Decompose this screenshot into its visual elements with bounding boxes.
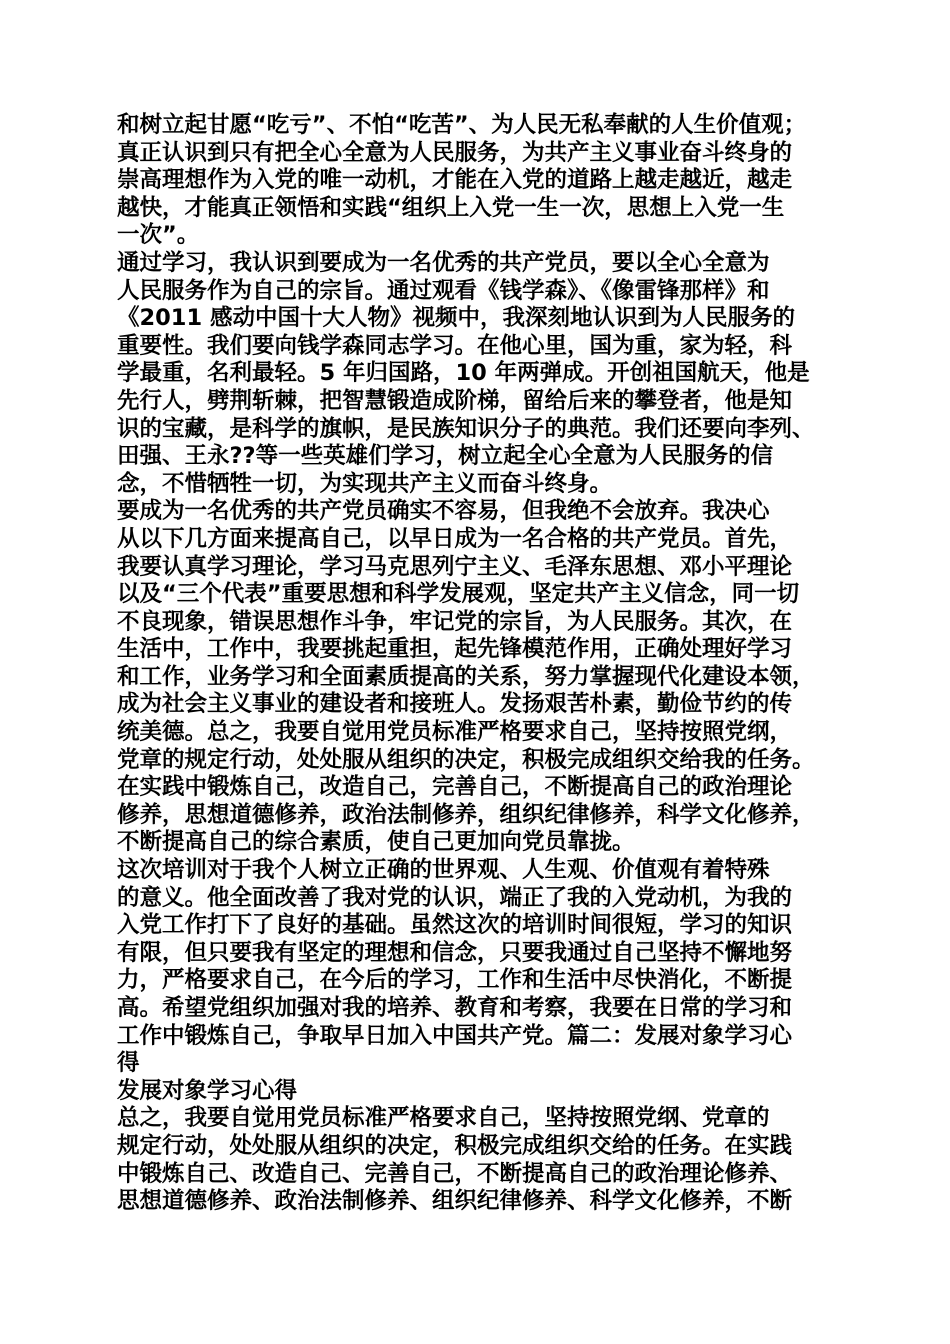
text-line: 思想道德修养、政治法制修养、组织纪律修养、科学文化修养，不断	[117, 1188, 793, 1215]
text-line: 一次”。	[117, 222, 200, 249]
text-line: 不良现象，错误思想作斗争，牢记党的宗旨，为人民服务。其次，在	[117, 608, 793, 635]
text-line: 重要性。我们要向钱学森同志学习。在他心里，国为重，家为轻，科	[117, 332, 793, 359]
text-line: 识的宝藏，是科学的旗帜，是民族知识分子的典范。我们还要向李列、	[117, 415, 815, 442]
text-line: 从以下几方面来提高自己，以早日成为一名合格的共产党员。首先，	[117, 525, 793, 552]
text-line: 《2011 感动中国十大人物》视频中，我深刻地认识到为人民服务的	[117, 305, 795, 332]
text-line: 我要认真学习理论，学习马克思列宁主义、毛泽东思想、邓小平理论	[117, 553, 793, 580]
text-line: 真正认识到只有把全心全意为人民服务，为共产主义事业奋斗终身的	[117, 139, 793, 166]
text-line: 不断提高自己的综合素质，使自己更加向党员靠拢。	[117, 829, 635, 856]
text-line: 发展对象学习心得	[117, 1077, 298, 1104]
text-line: 和工作，业务学习和全面素质提高的关系，努力掌握现代化建设本领，	[117, 663, 815, 690]
text-line: 以及“三个代表”重要思想和科学发展观，坚定共产主义信念，同一切	[117, 581, 800, 608]
text-line: 生活中，工作中，我要挑起重担，起先锋模范作用，正确处理好学习	[117, 636, 793, 663]
text-line: 力，严格要求自己，在今后的学习，工作和生活中尽快消化，不断提	[117, 967, 793, 994]
text-line: 人民服务作为自己的宗旨。通过观看《钱学森》、《像雷锋那样》和	[117, 277, 770, 304]
text-line: 的意义。他全面改善了我对党的认识，端正了我的入党动机，为我的	[117, 884, 793, 911]
text-line: 得	[117, 1050, 140, 1077]
text-line: 越快，才能真正领悟和实践“组织上入党一生一次，思想上入党一生	[117, 194, 785, 221]
text-line: 成为社会主义事业的建设者和接班人。发扬艰苦朴素，勤俭节约的传	[117, 691, 793, 718]
text-line: 中锻炼自己、改造自己、完善自己，不断提高自己的政治理论修养、	[117, 1160, 793, 1187]
text-line: 规定行动，处处服从组织的决定，积极完成组织交给的任务。在实践	[117, 1132, 793, 1159]
text-line: 田强、王永??等一些英雄们学习，树立起全心全意为人民服务的信	[117, 443, 774, 470]
text-line: 崇高理想作为入党的唯一动机，才能在入党的道路上越走越近，越走	[117, 167, 793, 194]
text-line: 通过学习，我认识到要成为一名优秀的共产党员，要以全心全意为	[117, 249, 770, 276]
text-line: 修养，思想道德修养，政治法制修养，组织纪律修养，科学文化修养，	[117, 801, 815, 828]
text-line: 工作中锻炼自己，争取早日加入中国共产党。篇二：发展对象学习心	[117, 1022, 793, 1049]
text-line: 在实践中锻炼自己，改造自己，完善自己，不断提高自己的政治理论	[117, 774, 793, 801]
text-line: 入党工作打下了良好的基础。虽然这次的培训时间很短，学习的知识	[117, 912, 793, 939]
text-line: 有限，但只要我有坚定的理想和信念，只要我通过自己坚持不懈地努	[117, 939, 793, 966]
text-line: 学最重，名利最轻。5 年归国路，10 年两弹成。开创祖国航天，他是	[117, 360, 810, 387]
text-line: 总之，我要自觉用党员标准严格要求自己，坚持按照党纲、党章的	[117, 1105, 770, 1132]
text-line: 这次培训对于我个人树立正确的世界观、人生观、价值观有着特殊	[117, 857, 770, 884]
text-line: 先行人，劈荆斩棘，把智慧锻造成阶梯，留给后来的攀登者，他是知	[117, 387, 793, 414]
text-line: 党章的规定行动，处处服从组织的决定，积极完成组织交给我的任务。	[117, 746, 815, 773]
text-line: 念，不惜牺牲一切，为实现共产主义而奋斗终身。	[117, 470, 613, 497]
text-line: 高。希望党组织加强对我的培养、教育和考察，我要在日常的学习和	[117, 995, 793, 1021]
text-line: 统美德。总之，我要自觉用党员标准严格要求自己，坚持按照党纲，	[117, 719, 793, 746]
document-page	[117, 112, 847, 1216]
text-line: 要成为一名优秀的共产党员确实不容易，但我绝不会放弃。我决心	[117, 498, 770, 525]
text-line: 和树立起甘愿“吃亏”、不怕“吃苦”、为人民无私奉献的人生价值观；	[117, 112, 807, 138]
